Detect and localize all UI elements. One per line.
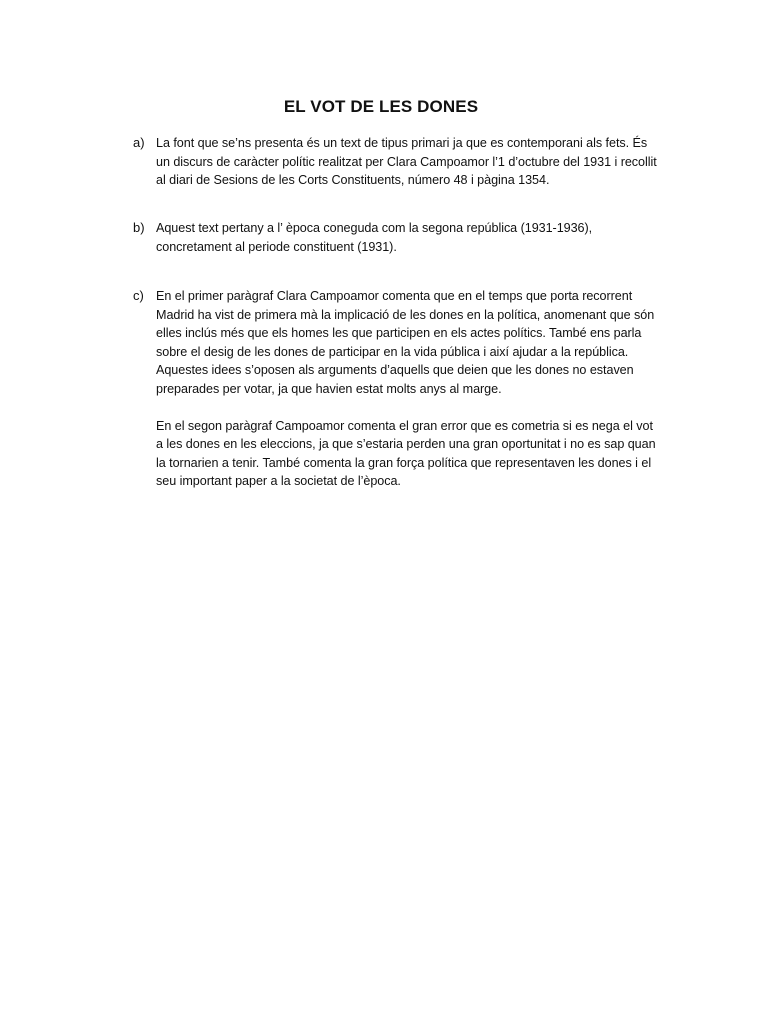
- list-marker: b): [133, 220, 145, 235]
- document-title: EL VOT DE LES DONES: [283, 97, 479, 116]
- paragraph: En el segon paràgraf Campoamor comenta el gran error que es cometria si es nega el vot a les dones en les eleccions, ja que s’estaria perden una gran oportunitat i no es sap quan la tornarien a tenir. També comenta la gran força política que representaven les dones i el seu important paper a la societat de l’època.: [156, 418, 656, 489]
- paragraph: La font que se’ns presenta és un text de tipus primari ja que es contemporani als fets. És un discurs de caràcter polític realitzat per Clara Campoamor l’1 d’octubre del 1931 i recollit al diari de Sesions de les Corts Constituents, número 48 i pàgina 1354.: [156, 136, 657, 188]
- paragraph: En el primer paràgraf Clara Campoamor comenta que en el temps que porta recorrent Madrid ha vist de primera mà la implicació de les dones en la política, anomenant que són elles inclús més que els homes les que participen en els actes polítics. També ens parla sobre el desig de les dones de participar en la vida pública i així ajudar a la república. Aquestes idees s’oposen als arguments d’aquells que deien que les dones no estaven preparades per votar, ja que havien estat molts anys al marge.: [156, 289, 655, 396]
- list-item-c: [133, 287, 661, 491]
- paragraph: Aquest text pertany a l’ època coneguda com la segona república (1931-1936), concretament al periode constituent (1931).: [156, 221, 593, 254]
- list-marker: a): [133, 135, 145, 150]
- list-item-a: [133, 134, 661, 190]
- list-item-b: [133, 219, 661, 256]
- list-marker: c): [133, 288, 144, 303]
